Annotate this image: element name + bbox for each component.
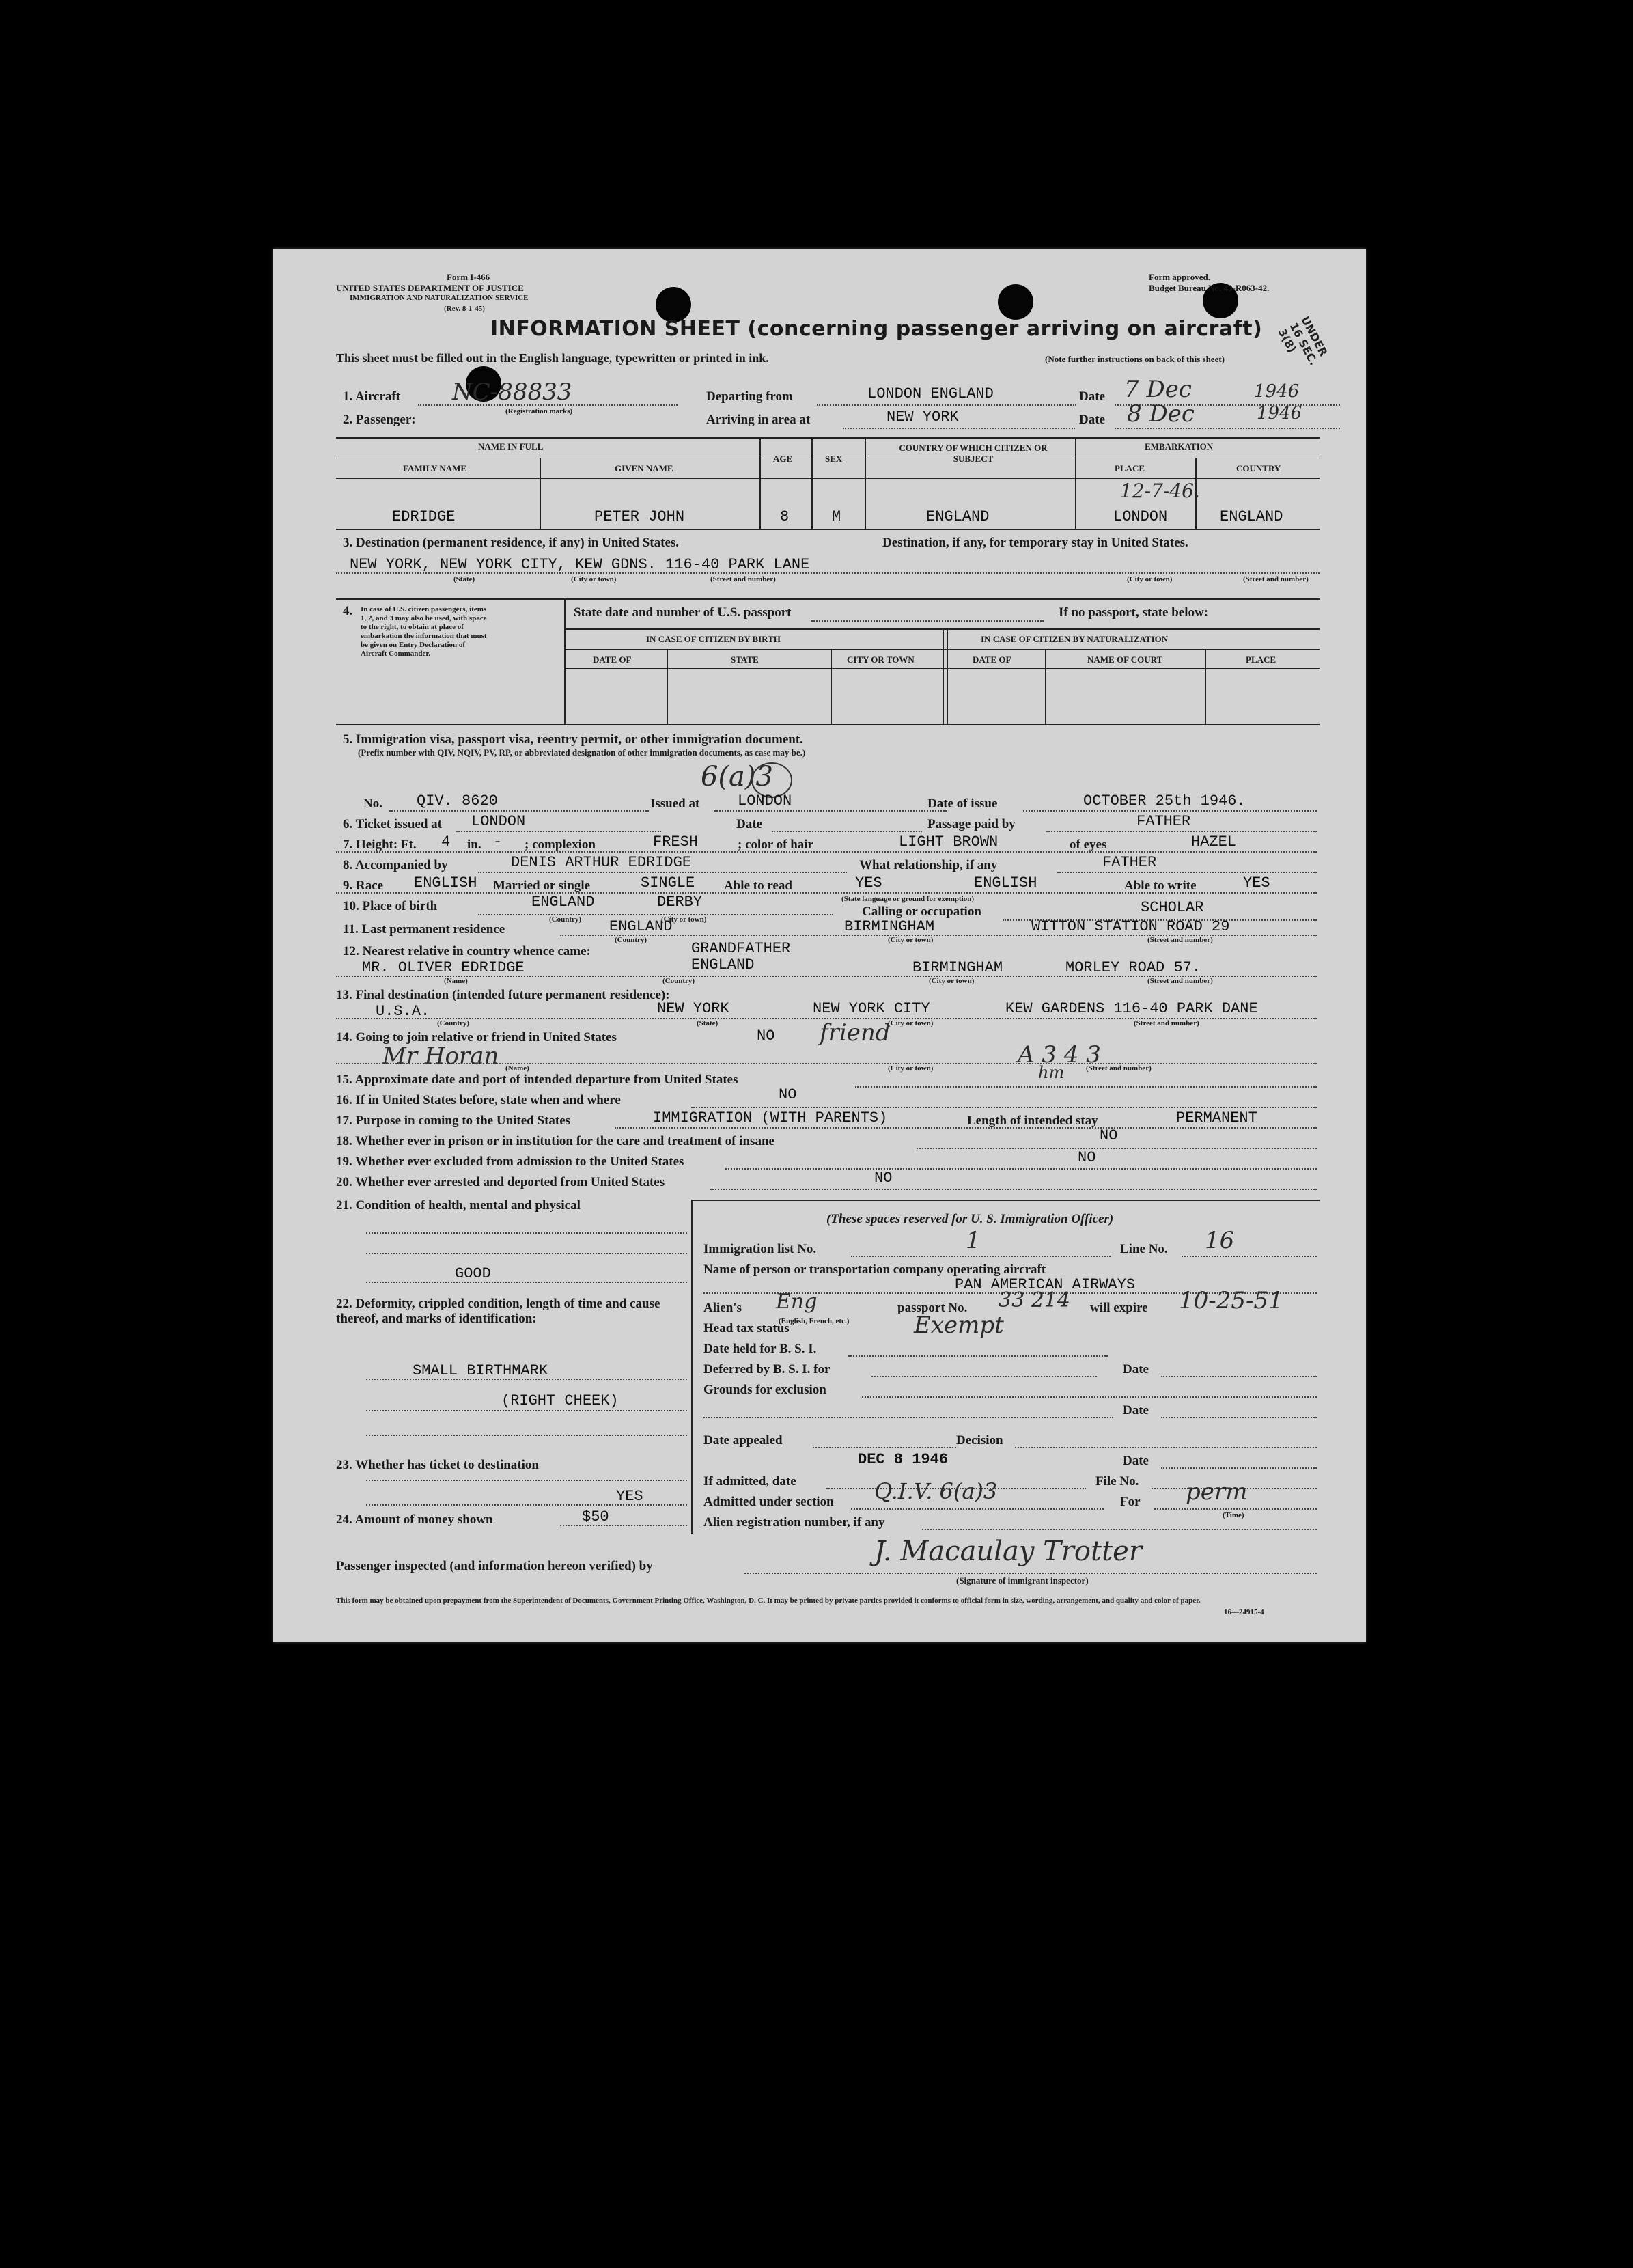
state-note-13: (State) (697, 1019, 718, 1027)
height-ft-value: 4 (441, 833, 451, 850)
visa-prefix-note: (Prefix number with QIV, NQIV, PV, RP, or abbreviated designation of other immigration documents, as case may be.) (358, 747, 806, 758)
footer-note: This form may be obtained upon prepayment from the Superintendent of Documents, Government Printing Office, Washington, D. C. It may be printed by private parties provided it conforms to official form in size, wording, arrangement, and quality and color of paper. (336, 1596, 1201, 1605)
relative-street-value: MORLEY ROAD 57. (1065, 959, 1201, 976)
marks-line-1: SMALL BIRTHMARK (413, 1362, 548, 1379)
country-note-10: (Country) (549, 915, 582, 924)
label-for: For (1120, 1495, 1141, 1509)
citizen-by-birth-header: IN CASE OF CITIZEN BY BIRTH (646, 634, 781, 644)
label-decision: Decision (956, 1433, 1003, 1448)
name-in-full-header: NAME IN FULL (478, 441, 544, 452)
label-visa: 5. Immigration visa, passport visa, reentry permit, or other immigration document. (343, 732, 803, 747)
label-place-birth: 10. Place of birth (343, 899, 438, 913)
label-destination: 3. Destination (permanent residence, if any) in United States. (343, 536, 680, 550)
final-street-value: KEW GARDENS 116-40 PARK DANE (1005, 1000, 1258, 1017)
label-date-held: Date held for B. S. I. (703, 1342, 817, 1356)
city-col-header: CITY OR TOWN (847, 654, 915, 665)
final-state-value: NEW YORK (657, 1000, 729, 1017)
family-name-header: FAMILY NAME (403, 463, 467, 473)
write-value: YES (1243, 874, 1270, 891)
admission-date-stamp: DEC 8 1946 (858, 1451, 949, 1468)
label-date-decision: Date (1123, 1454, 1149, 1468)
label-issued-at: Issued at (650, 797, 700, 811)
street-note-13: (Street and number) (1134, 1019, 1199, 1027)
budget-bureau-no: Budget Bureau No. 43-R063-42. (1149, 283, 1270, 293)
city-note-13: (City or town) (888, 1019, 934, 1027)
punch-hole (998, 284, 1033, 320)
label-operator: Name of person or transportation company operating aircraft (703, 1262, 1046, 1277)
admitted-section-value: Q.I.V. 6(a)3 (874, 1478, 998, 1504)
label-complexion: ; complexion (525, 838, 596, 852)
birth-city-value: DERBY (657, 894, 703, 911)
page-title: INFORMATION SHEET (concerning passenger arriving on aircraft) (490, 317, 1263, 341)
label-date-6: Date (736, 817, 762, 831)
label-grounds: Grounds for exclusion (703, 1383, 826, 1397)
accompanied-by-value: DENIS ARTHUR EDRIDGE (511, 854, 692, 871)
label-in: in. (467, 838, 481, 852)
name-court-header: NAME OF COURT (1087, 654, 1163, 665)
embarkation-country-value: ENGLAND (1220, 508, 1283, 525)
join-relative-value: NO (757, 1027, 775, 1045)
line-no-value: 16 (1205, 1227, 1235, 1254)
departure-date-value: 7 Dec (1124, 376, 1192, 403)
country-header: COUNTRY (1236, 463, 1281, 473)
label-deformity: 22. Deformity, crippled condition, length of time and cause thereof, and marks of identification: (336, 1297, 660, 1326)
aircraft-value: NC-88833 (452, 378, 572, 406)
relative-city-value: BIRMINGHAM (912, 959, 1003, 976)
join-address-handwritten: A 3 4 3 (1018, 1041, 1101, 1068)
department-name: UNITED STATES DEPARTMENT OF JUSTICE (336, 283, 524, 293)
label-eyes: of eyes (1070, 838, 1107, 852)
read-language-value: ENGLISH (974, 874, 1037, 891)
label-admitted-under: Admitted under section (703, 1495, 834, 1509)
form-approved: Form approved. (1149, 272, 1211, 282)
city-note-2: (City or town) (1127, 575, 1173, 583)
label-passport-no: passport No. (897, 1301, 968, 1315)
final-city-value: NEW YORK CITY (813, 1000, 930, 1017)
label-prison: 18. Whether ever in prison or in institution for the care and treatment of insane (336, 1134, 774, 1148)
join-relative-handwritten: friend (820, 1019, 891, 1047)
service-name: IMMIGRATION AND NATURALIZATION SERVICE (350, 294, 529, 302)
label-departure: 15. Approximate date and port of intended departure from United States (336, 1073, 738, 1087)
family-name-value: EDRIDGE (392, 508, 456, 525)
visa-date-value: OCTOBER 25th 1946. (1083, 792, 1246, 810)
label-no: No. (363, 797, 382, 811)
label-relationship: What relationship, if any (859, 858, 998, 872)
given-name-value: PETER JOHN (594, 508, 685, 525)
label-join-relative: 14. Going to join relative or friend in United States (336, 1030, 617, 1045)
street-note-14: (Street and number) (1086, 1064, 1152, 1073)
relative-name-value: MR. OLIVER EDRIDGE (362, 959, 525, 976)
label-deferred: Deferred by B. S. I. for (703, 1362, 831, 1377)
country-note-13: (Country) (437, 1019, 470, 1027)
label-passage-paid: Passage paid by (927, 817, 1016, 831)
officer-reserved-note: (These spaces reserved for U. S. Immigration Officer) (826, 1212, 1114, 1226)
state-col-header: STATE (731, 654, 759, 665)
given-name-header: GIVEN NAME (615, 463, 673, 473)
embarkation-date-value: 12-7-46. (1120, 480, 1200, 502)
country-note-11: (Country) (615, 936, 647, 944)
prison-value: NO (1100, 1127, 1118, 1144)
label-accompanied: 8. Accompanied by (343, 858, 448, 872)
label-date-grounds: Date (1123, 1403, 1149, 1418)
alien-nationality-value: Eng (776, 1290, 818, 1314)
ticket-at-value: LONDON (471, 813, 526, 830)
label-date-deferred: Date (1123, 1362, 1149, 1377)
language-note: (State language or ground for exemption) (841, 895, 975, 903)
label-aircraft: 1. Aircraft (343, 389, 401, 404)
under-16-stamp: UNDER 16 SEC. 3(8) (1275, 314, 1330, 368)
age-header: AGE (773, 454, 793, 464)
read-value: YES (855, 874, 882, 891)
visa-number-value: QIV. 8620 (417, 792, 498, 810)
label-arriving-in: Arriving in area at (706, 413, 811, 427)
embarkation-place-value: LONDON (1113, 508, 1168, 525)
label-deported: 20. Whether ever arrested and deported from United States (336, 1175, 665, 1189)
label-nearest-relative: 12. Nearest relative in country whence came: (343, 944, 591, 958)
stay-value: PERMANENT (1176, 1109, 1257, 1126)
before-us-value: NO (779, 1086, 797, 1103)
information-sheet-document (273, 249, 1366, 1642)
name-note-12: (Name) (444, 977, 468, 985)
label-if-admitted: If admitted, date (703, 1474, 796, 1489)
label-married: Married or single (493, 879, 591, 893)
time-note: (Time) (1223, 1511, 1244, 1519)
destination-value: NEW YORK, NEW YORK CITY, KEW GDNS. 116-40 PARK LANE (350, 556, 810, 573)
hair-value: LIGHT BROWN (899, 833, 999, 850)
label-before-us: 16. If in United States before, state when and where (336, 1093, 621, 1107)
visa-class-handwritten: 6(a)3 (701, 761, 773, 792)
last-street-value: WITTON STATION ROAD 29 (1031, 918, 1230, 935)
arriving-in-value: NEW YORK (887, 409, 959, 426)
marks-line-2: (RIGHT CHEEK) (501, 1392, 619, 1409)
street-note-2: (Street and number) (1243, 575, 1309, 583)
state-note: (State) (453, 575, 475, 583)
label-purpose: 17. Purpose in coming to the United States (336, 1114, 571, 1128)
label-aliens: Alien's (703, 1301, 742, 1315)
label-head-tax: Head tax status (703, 1321, 790, 1336)
country-citizen-header: COUNTRY OF WHICH CITIZEN OR SUBJECT (899, 443, 1048, 464)
race-value: ENGLISH (414, 874, 477, 891)
nationality-note: (English, French, etc.) (779, 1317, 850, 1325)
city-note-10: (City or town) (661, 915, 707, 924)
head-tax-value: Exempt (914, 1312, 1004, 1339)
expire-value: 10-25-51 (1179, 1287, 1283, 1314)
label-write: Able to write (1124, 879, 1197, 893)
label-last-residence: 11. Last permanent residence (343, 922, 505, 937)
country-note-12: (Country) (662, 977, 695, 985)
age-value: 8 (780, 508, 790, 525)
label-inspected: Passenger inspected (and information hereon verified) by (336, 1559, 653, 1573)
label-health: 21. Condition of health, mental and physical (336, 1198, 581, 1213)
sex-header: SEX (825, 454, 843, 464)
last-city-value: BIRMINGHAM (844, 918, 935, 935)
instruction-left: This sheet must be filled out in the English language, typewritten or printed in ink. (336, 351, 769, 365)
marital-value: SINGLE (641, 874, 695, 891)
occupation-value: SCHOLAR (1141, 899, 1204, 916)
revision-date: (Rev. 8-1-45) (444, 305, 485, 313)
label-file-no: File No. (1095, 1474, 1139, 1489)
embarkation-header: EMBARKATION (1145, 441, 1214, 452)
label-excluded: 19. Whether ever excluded from admission to the United States (336, 1154, 684, 1169)
street-note: (Street and number) (710, 575, 776, 583)
label-length-stay: Length of intended stay (967, 1114, 1098, 1128)
arrival-year-value: 1946 (1257, 403, 1302, 424)
label-ticket: 6. Ticket issued at (343, 817, 442, 831)
street-note-12: (Street and number) (1147, 977, 1213, 985)
label-passenger: 2. Passenger: (343, 413, 416, 427)
registration-marks-note: (Registration marks) (505, 407, 573, 415)
label-date-2: Date (1079, 413, 1105, 427)
arrival-date-value: 8 Dec (1127, 400, 1195, 428)
imm-list-value: 1 (966, 1227, 981, 1254)
city-note-12: (City or town) (929, 977, 975, 985)
birth-country-value: ENGLAND (531, 894, 595, 911)
name-note-14: (Name) (505, 1064, 529, 1073)
date-of-header: DATE OF (593, 654, 632, 665)
last-country-value: ENGLAND (609, 918, 673, 935)
label-date-appealed: Date appealed (703, 1433, 783, 1448)
place-header: PLACE (1115, 463, 1145, 473)
relative-country-value: ENGLAND (691, 956, 755, 973)
money-value: $50 (582, 1508, 609, 1525)
height-in-value: - (493, 833, 503, 850)
label-line-no: Line No. (1120, 1242, 1168, 1256)
place-col-header: PLACE (1246, 654, 1276, 665)
health-value: GOOD (455, 1265, 491, 1282)
relative-relationship-value: GRANDFATHER (691, 940, 791, 957)
street-note-11: (Street and number) (1147, 936, 1213, 944)
passage-paid-value: FATHER (1136, 813, 1191, 830)
label-passport-line: State date and number of U.S. passport (574, 605, 792, 620)
join-name-handwritten: Mr Horan (382, 1042, 499, 1070)
date-of-header-2: DATE OF (973, 654, 1011, 665)
label-4: 4. (343, 604, 353, 618)
has-ticket-value: YES (616, 1488, 643, 1505)
label-height: 7. Height: Ft. (343, 838, 417, 852)
label-imm-list: Immigration list No. (703, 1242, 817, 1256)
label-has-ticket: 23. Whether has ticket to destination (336, 1458, 539, 1472)
sex-value: M (832, 508, 841, 525)
citizen-of-value: ENGLAND (926, 508, 990, 525)
label-date: Date (1079, 389, 1105, 404)
visa-issued-at-value: LONDON (738, 792, 792, 810)
passport-no-value: 33 214 (999, 1288, 1070, 1312)
label-alien-reg: Alien registration number, if any (703, 1515, 885, 1530)
label-money: 24. Amount of money shown (336, 1512, 493, 1527)
label-hair: ; color of hair (738, 838, 813, 852)
label-will-expire: will expire (1090, 1301, 1148, 1315)
footer-code: 16—24915-4 (1224, 1608, 1264, 1616)
departing-from-value: LONDON ENGLAND (867, 385, 994, 402)
label-read: Able to read (724, 879, 792, 893)
deported-value: NO (874, 1170, 893, 1187)
departure-handwritten: hm (1038, 1063, 1065, 1082)
complexion-value: FRESH (653, 833, 699, 850)
label-no-passport: If no passport, state below: (1059, 605, 1209, 620)
final-country-value: U.S.A. (376, 1003, 430, 1020)
label-departing-from: Departing from (706, 389, 793, 404)
departure-year-value: 1946 (1254, 381, 1300, 402)
citizen-by-naturalization-header: IN CASE OF CITIZEN BY NATURALIZATION (981, 634, 1169, 644)
label-date-of-issue: Date of issue (927, 797, 998, 811)
city-note-14: (City or town) (888, 1064, 934, 1073)
label-race: 9. Race (343, 879, 384, 893)
label-temp-destination: Destination, if any, for temporary stay in United States. (882, 536, 1188, 550)
excluded-value: NO (1078, 1149, 1096, 1166)
city-note-11: (City or town) (888, 936, 934, 944)
purpose-value: IMMIGRATION (WITH PARENTS) (653, 1109, 888, 1126)
label-final-destination: 13. Final destination (intended future permanent residence): (336, 988, 670, 1002)
city-note: (City or town) (571, 575, 617, 583)
operator-value: PAN AMERICAN AIRWAYS (955, 1276, 1136, 1293)
eyes-value: HAZEL (1191, 833, 1237, 850)
relationship-value: FATHER (1102, 854, 1157, 871)
form-number: Form I-466 (447, 272, 490, 282)
signature-note: (Signature of immigrant inspector) (956, 1575, 1089, 1586)
inspector-signature: J. Macaulay Trotter (874, 1536, 1142, 1567)
admitted-for-value: perm (1186, 1478, 1248, 1506)
label-calling: Calling or occupation (862, 904, 981, 919)
us-citizen-note: In case of U.S. citizen passengers, items 1, 2, and 3 may also be used, with space to the right, to obtain at place of embarkation the information that must be given on Entry Declaration of Aircraft Commander. (361, 605, 487, 658)
instruction-right: (Note further instructions on back of this sheet) (1045, 354, 1225, 364)
